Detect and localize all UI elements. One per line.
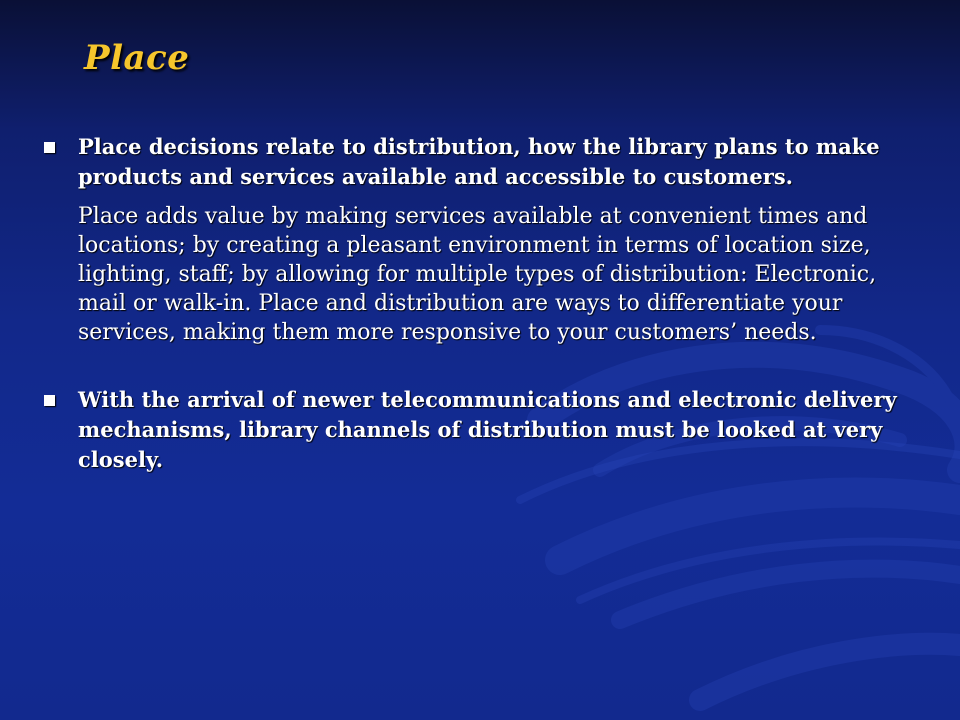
square-bullet-icon <box>44 395 55 406</box>
bullet-subparagraph: Place adds value by making services available at convenient times and locations; by creating a pleasant environment in terms of location size, lighting, staff; by allowing for multiple types of distribution: Electronic, mail or walk-in. Place and distribution are ways to differentiate your services, making them more responsive to your customers’ needs. <box>78 204 877 345</box>
square-bullet-icon <box>44 142 55 153</box>
slide-body <box>42 132 912 475</box>
bullet-text: With the arrival of newer telecommunications and electronic delivery mechanisms, library channels of distribution must be looked at very closely. <box>78 387 897 472</box>
bullet-text: Place decisions relate to distribution, how the library plans to make products and services available and accessible to customers. <box>78 134 880 189</box>
slide-title: Place <box>84 38 190 78</box>
bullet-item <box>42 132 912 192</box>
bullet-item <box>42 385 912 475</box>
